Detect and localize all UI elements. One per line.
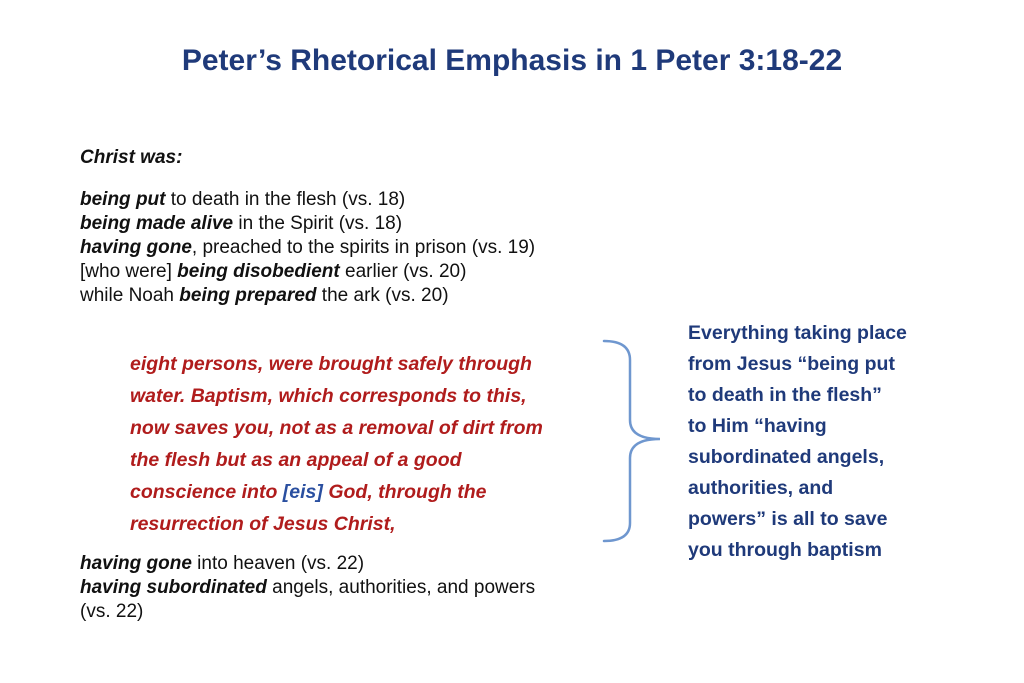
quote-text: God, through the	[322, 481, 487, 503]
quote-line: eight persons, were brought safely through	[130, 353, 532, 375]
line-prefix: while Noah	[80, 285, 180, 306]
side-note-line: Everything taking place	[688, 322, 907, 344]
list-line	[80, 284, 535, 308]
line-text: to death in the flesh (vs. 18)	[165, 189, 406, 210]
side-note-line: subordinated angels,	[688, 446, 885, 468]
side-note-line: to death in the flesh”	[688, 384, 882, 406]
line-text: in the Spirit (vs. 18)	[233, 213, 403, 234]
side-note-line: to Him “having	[688, 415, 827, 437]
curly-brace	[600, 338, 680, 544]
line-text: (vs. 22)	[80, 601, 144, 622]
side-note-line: you through baptism	[688, 539, 882, 561]
section-heading: Christ was:	[80, 147, 183, 168]
side-note-line: authorities, and	[688, 477, 834, 499]
side-note	[688, 318, 988, 566]
emphasis-text: having subordinated	[80, 577, 267, 598]
line-text: angels, authorities, and powers	[266, 577, 536, 598]
quote-line	[130, 476, 630, 508]
list-line	[80, 212, 535, 236]
side-note-line: powers” is all to save	[688, 508, 888, 530]
list-line	[80, 576, 535, 600]
emphasis-text: having gone	[80, 237, 192, 258]
list-line	[80, 188, 535, 212]
greek-term: [eis]	[282, 481, 323, 503]
line-prefix: [who were]	[80, 261, 178, 282]
participle-list-top	[80, 188, 535, 308]
line-text: earlier (vs. 20)	[339, 261, 467, 282]
list-line	[80, 552, 535, 576]
slide-title: Peter’s Rhetorical Emphasis in 1 Peter 3:18-22	[181, 44, 843, 77]
emphasis-text: being put	[80, 189, 166, 210]
participle-list-bottom	[80, 552, 535, 624]
emphasis-text: being made alive	[80, 213, 234, 234]
line-text: , preached to the spirits in prison (vs. 19)	[191, 237, 536, 258]
list-line	[80, 236, 535, 260]
list-line	[80, 600, 535, 624]
emphasis-text: being disobedient	[177, 261, 340, 282]
scripture-quote	[130, 348, 630, 540]
quote-text: conscience into	[130, 481, 283, 503]
emphasis-text: being prepared	[179, 285, 317, 306]
quote-line: water. Baptism, which corresponds to this,	[130, 385, 527, 407]
emphasis-text: having gone	[80, 553, 192, 574]
side-note-line: from Jesus “being put	[688, 353, 895, 375]
quote-line: the flesh but as an appeal of a good	[130, 449, 462, 471]
quote-line: resurrection of Jesus Christ,	[130, 513, 396, 535]
line-text: the ark (vs. 20)	[316, 285, 449, 306]
list-line	[80, 260, 535, 284]
quote-line: now saves you, not as a removal of dirt from	[130, 417, 543, 439]
line-text: into heaven (vs. 22)	[191, 553, 365, 574]
